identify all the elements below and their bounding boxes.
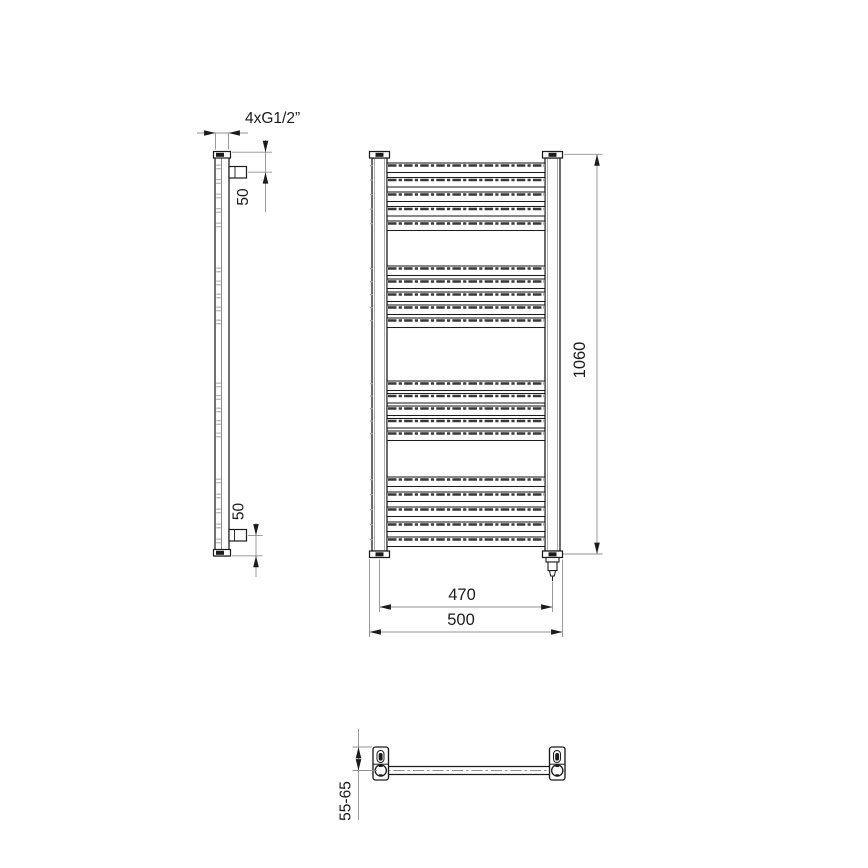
dimension-arrow: [551, 629, 562, 635]
side-rung-hidden-dash: [216, 509, 221, 510]
rung-weld-tick: [370, 433, 373, 434]
side-rung-hidden-dash: [216, 524, 221, 525]
side-rung-hidden-dash: [216, 310, 221, 311]
side-rung-hidden-dash: [216, 539, 221, 540]
side-rung-hidden-dash: [216, 307, 221, 308]
rung-group: [370, 163, 545, 231]
side-rung-hidden-dash: [216, 399, 221, 400]
rung-weld-tick: [370, 194, 373, 195]
dimension-arrow: [370, 629, 381, 635]
element-taper: [550, 571, 556, 576]
rung-weld-tick: [370, 307, 373, 308]
side-rung-hidden-dash: [216, 383, 221, 384]
rung-group: [370, 266, 545, 328]
side-rung-hidden-dash: [216, 208, 221, 209]
rect: [229, 167, 247, 179]
side-view: [214, 152, 231, 557]
side-rung-hidden-dash: [216, 194, 221, 195]
rung-weld-tick: [370, 268, 373, 269]
dimension-arrow: [356, 747, 362, 758]
rung-weld-tick: [370, 383, 373, 384]
element-collar: [546, 558, 559, 563]
dimension-arrow: [253, 556, 259, 567]
bracket-socket-mark: [555, 765, 559, 767]
element-body: [548, 562, 557, 571]
front-end-cap-mark: [549, 552, 557, 556]
side-rung-hidden-dash: [216, 223, 221, 224]
rung-weld-tick: [370, 524, 373, 525]
rung-weld-tick: [370, 180, 373, 181]
dimension-arrow: [594, 154, 600, 165]
bracket-socket-mark: [379, 774, 383, 776]
dimension-arrow: [253, 524, 259, 535]
rung-weld-tick: [370, 294, 373, 295]
side-rung-hidden-dash: [216, 411, 221, 412]
side-rung-hidden-dash: [216, 212, 221, 213]
rung-group: [370, 381, 545, 441]
side-rung-hidden-dash: [216, 179, 221, 180]
rung-weld-tick: [370, 320, 373, 321]
side-rung-hidden-dash: [216, 297, 221, 298]
dimension-arrow: [380, 604, 391, 610]
side-rung-hidden-dash: [216, 542, 221, 543]
side-top-offset-label: 50: [235, 188, 252, 206]
dimension-arrow: [263, 172, 269, 183]
side-rung-hidden-dash: [216, 482, 221, 483]
side-rung-hidden-dash: [216, 386, 221, 387]
rung-weld-tick: [370, 396, 373, 397]
rung-weld-tick: [370, 509, 373, 510]
rung-weld-tick: [370, 494, 373, 495]
side-rung-hidden-dash: [216, 323, 221, 324]
bracket-slot-pin: [379, 753, 383, 761]
side-rung-hidden-dash: [216, 420, 221, 421]
pipe-spacing-label: 470: [448, 586, 476, 604]
rung-weld-tick: [370, 223, 373, 224]
side-rung-hidden-dash: [216, 281, 221, 282]
rung-weld-tick: [370, 165, 373, 166]
dim-connections: [197, 110, 300, 150]
side-top-cap-mark: [216, 153, 224, 157]
rung-weld-tick: [370, 209, 373, 210]
side-rung-hidden-dash: [216, 226, 221, 227]
side-top-connection-fitting: [229, 167, 247, 179]
side-rung-hidden-dash: [216, 479, 221, 480]
electric-element-fitting: [546, 558, 559, 582]
rung-group: [370, 477, 545, 547]
front-end-cap-mark: [549, 153, 557, 157]
side-rung-hidden-dash: [216, 183, 221, 184]
rung-weld-tick: [370, 479, 373, 480]
side-bottom-connection-fitting: [229, 530, 247, 542]
side-rung-hidden-dash: [216, 165, 221, 166]
side-rung-hidden-dash: [216, 436, 221, 437]
side-rung-hidden-dash: [216, 433, 221, 434]
wall-distance-label: 55-65: [337, 781, 355, 821]
bracket-slot-pin: [555, 753, 559, 761]
dim-pipe-spacing: [380, 560, 553, 613]
side-bottom-offset-label: 50: [230, 502, 248, 521]
bracket-socket-mark: [379, 765, 383, 767]
side-rung-hidden-dash: [216, 284, 221, 285]
side-rung-hidden-dash: [216, 527, 221, 528]
front-end-cap-mark: [376, 153, 384, 157]
dimension-arrow: [204, 130, 215, 136]
side-rung-hidden-dash: [216, 197, 221, 198]
side-rung-hidden-dash: [216, 294, 221, 295]
side-rung-hidden-dash: [216, 408, 221, 409]
mounting-bracket-left: [373, 747, 389, 780]
side-rung-hidden-dash: [216, 395, 221, 396]
dimension-arrow: [594, 543, 600, 554]
side-rung-hidden-dash: [216, 271, 221, 272]
mounting-bracket-right: [550, 747, 566, 780]
dim-wall-distance: [338, 729, 378, 821]
side-rung-hidden-dash: [216, 497, 221, 498]
side-rung-hidden-dash: [216, 494, 221, 495]
rung-weld-tick: [370, 408, 373, 409]
side-rung-hidden-dash: [216, 268, 221, 269]
connections-label: 4xG1/2”: [245, 110, 301, 127]
bracket-socket-mark: [555, 774, 559, 776]
side-rung-hidden-dash: [216, 512, 221, 513]
dim-height: [563, 154, 603, 554]
rung-weld-tick: [370, 421, 373, 422]
dimension-arrow: [229, 130, 240, 136]
front-end-cap-mark: [376, 552, 384, 556]
dimension-arrow: [356, 759, 362, 770]
rung-weld-tick: [370, 281, 373, 282]
side-rung-hidden-dash: [216, 424, 221, 425]
side-bottom-cap-mark: [216, 551, 224, 555]
rung-weld-tick: [370, 539, 373, 540]
rect: [229, 530, 247, 542]
top-view: [374, 767, 563, 775]
side-rung-hidden-dash: [216, 320, 221, 321]
height-label: 1060: [571, 341, 589, 379]
dimension-arrow: [263, 141, 269, 152]
dimension-arrow: [541, 604, 552, 610]
overall-width-label: 500: [447, 611, 475, 629]
side-rung-hidden-dash: [216, 168, 221, 169]
